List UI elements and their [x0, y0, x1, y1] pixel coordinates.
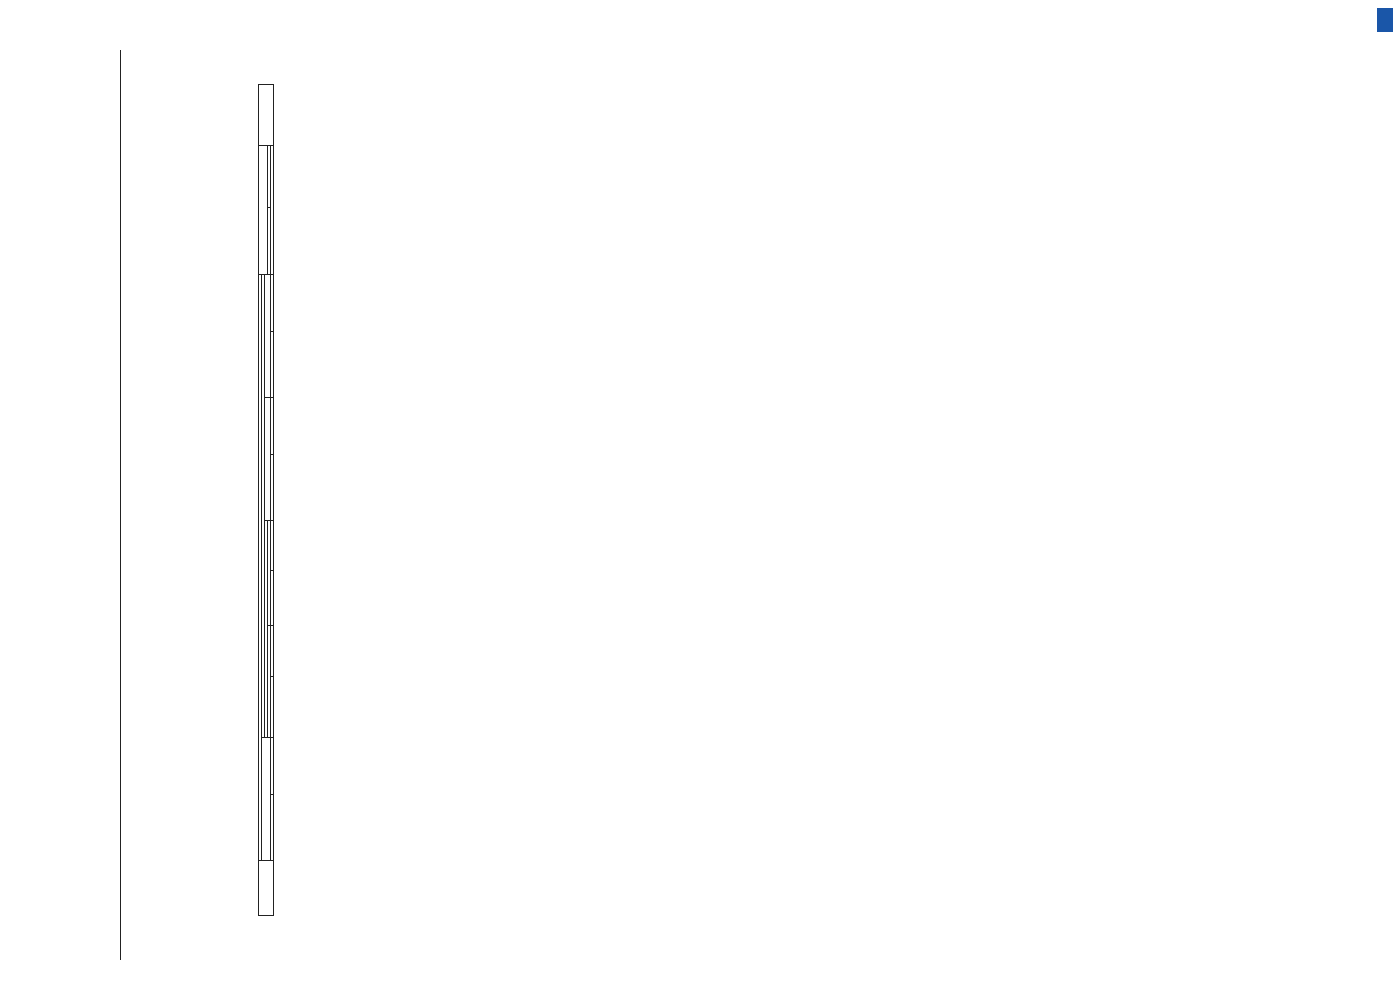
- col-header-proz-7: [271, 520, 274, 571]
- digitization-credit: [1379, 40, 1395, 980]
- col-header-abs-6: [271, 571, 274, 626]
- dfg-logo: [1377, 8, 1393, 32]
- header-rule: [120, 50, 121, 960]
- col-header-abs-4: [271, 677, 274, 738]
- col-header-proz-5: [271, 626, 274, 677]
- col-header-ueberhaupt: [262, 738, 271, 861]
- col-header-jahr-right: [259, 85, 274, 146]
- col-header-abs-2: [271, 795, 274, 861]
- table-header: [258, 84, 274, 916]
- col-header-abs-10: [271, 332, 274, 398]
- col-header-des-angef: [271, 146, 274, 275]
- col-header-abs-8: [271, 455, 274, 521]
- col-header-rechtskraeftig: [259, 146, 268, 275]
- col-header-proz-11: [271, 275, 274, 332]
- col-header-jahr: [259, 861, 274, 916]
- col-header-proz-9: [271, 398, 274, 455]
- col-header-proz-3: [271, 738, 274, 795]
